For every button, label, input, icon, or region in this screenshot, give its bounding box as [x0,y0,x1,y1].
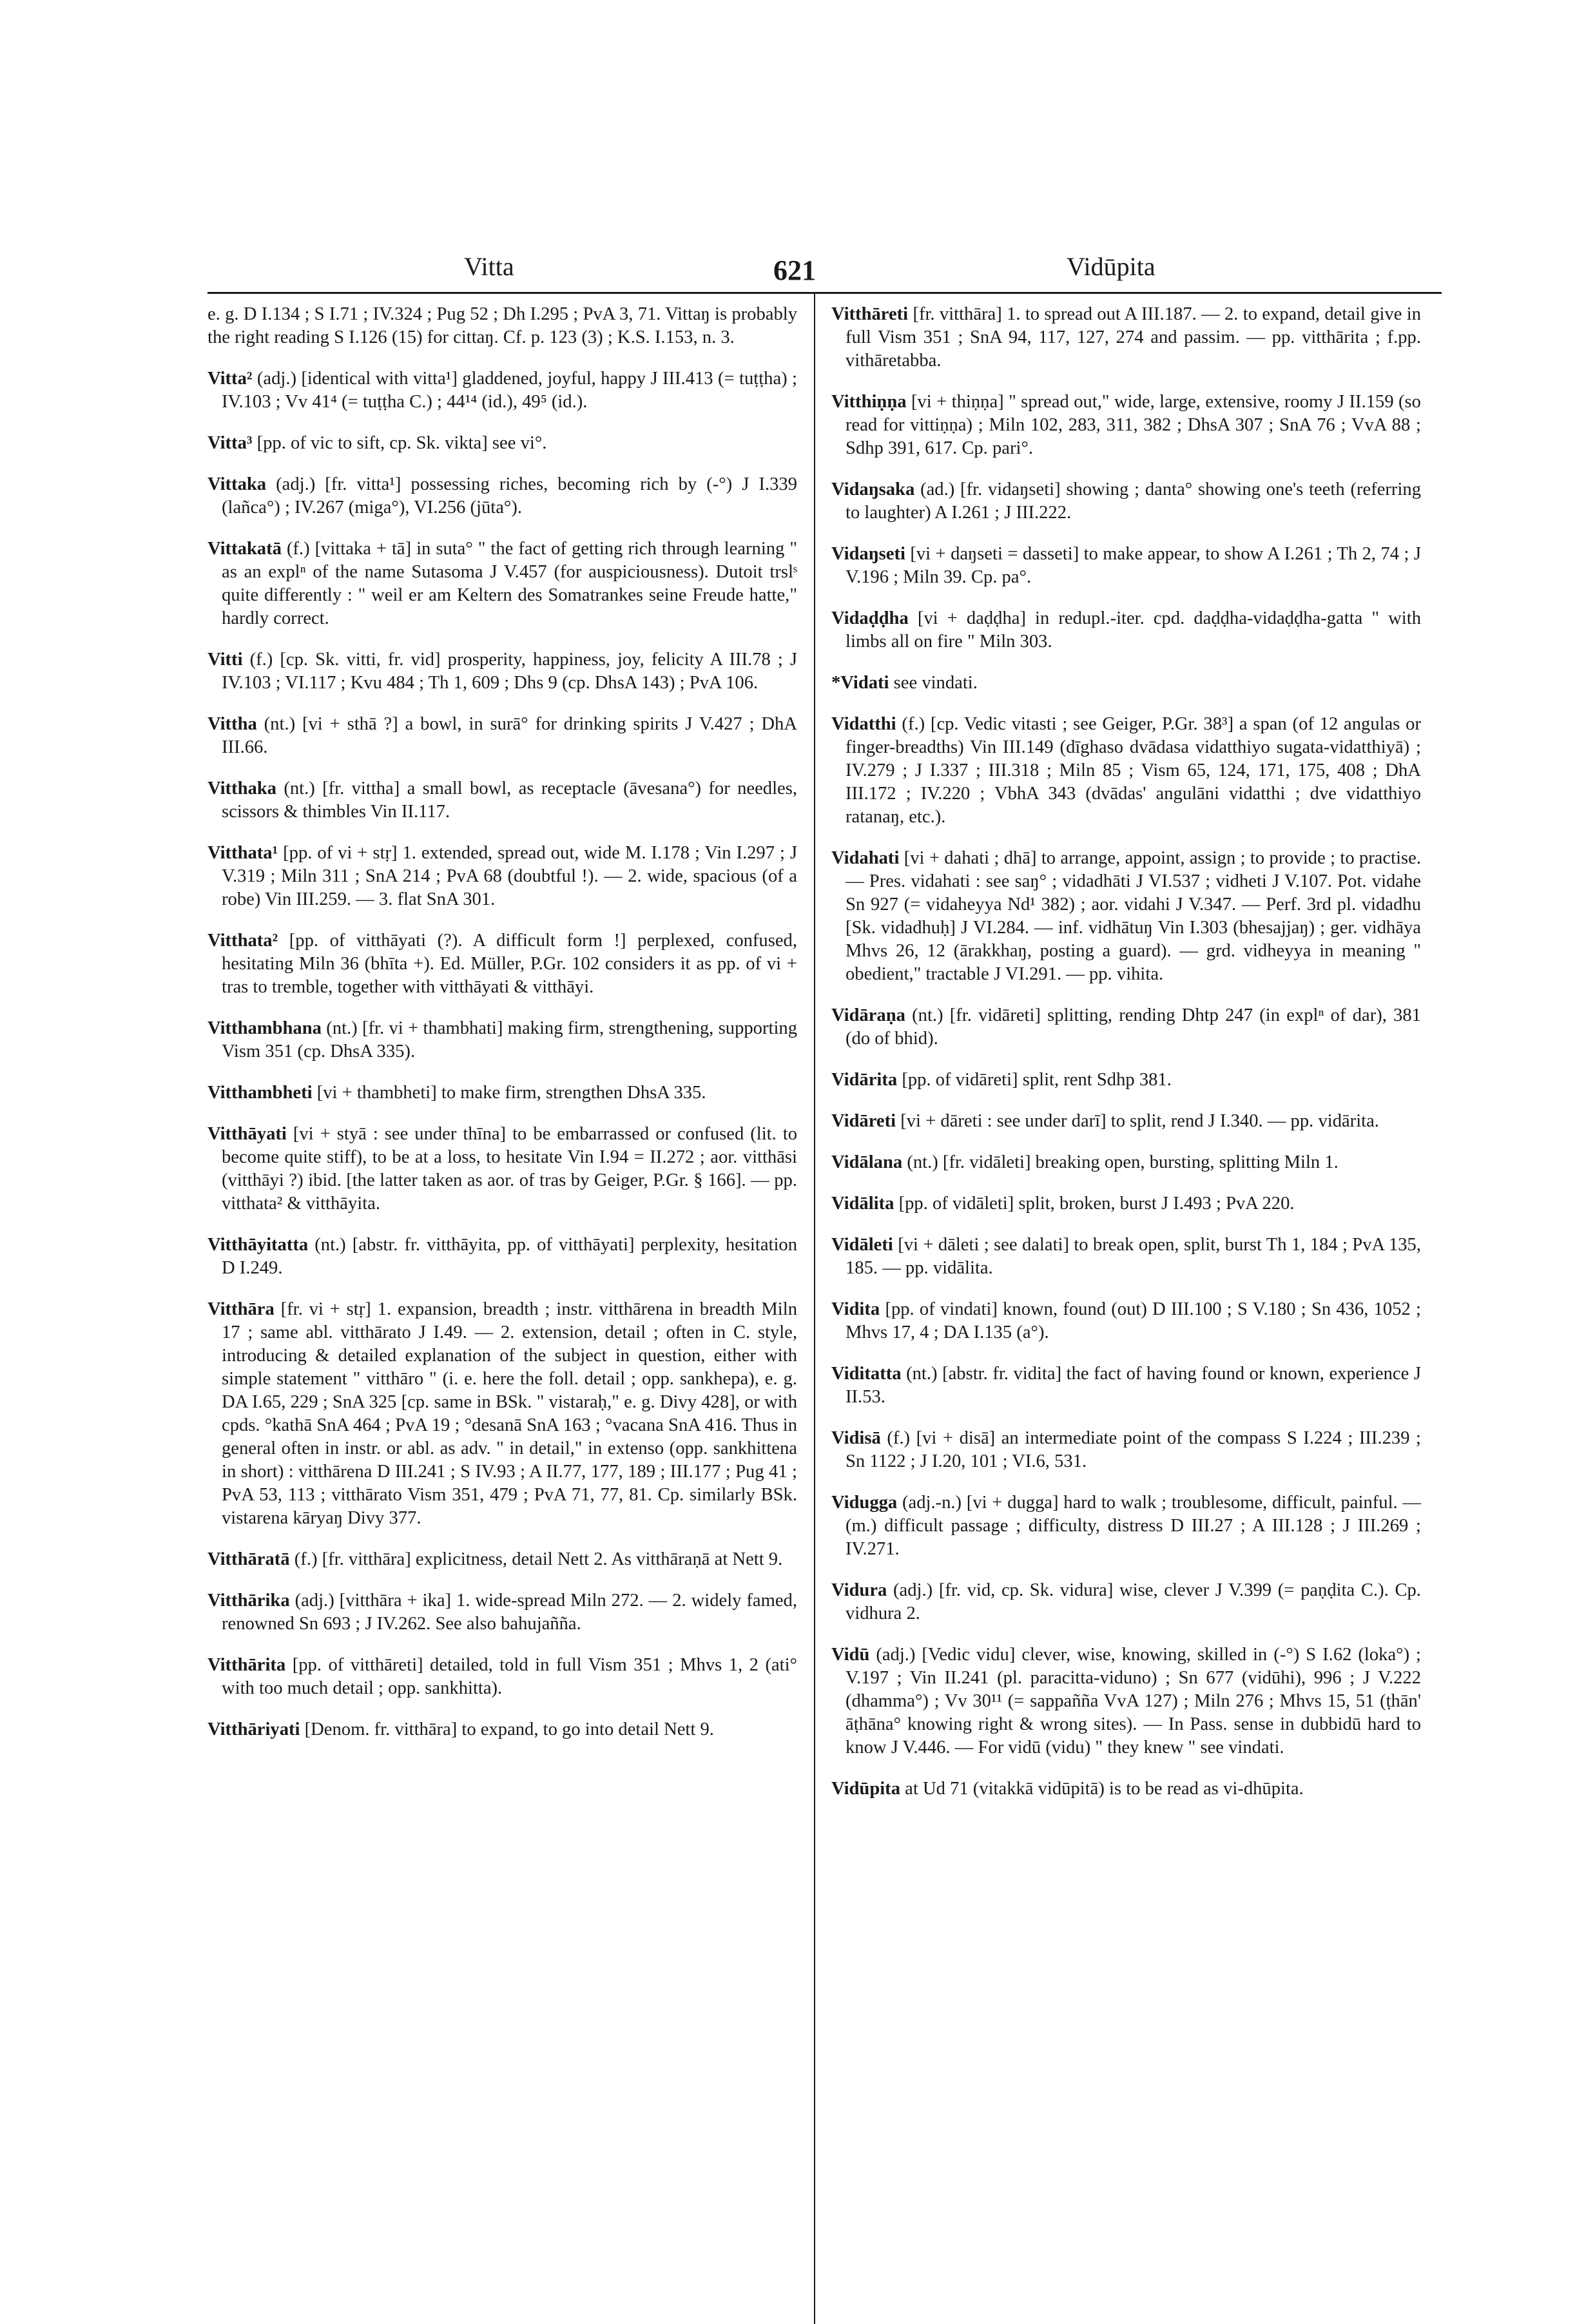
entry-headword: Vitti [208,650,243,670]
header-rule [208,292,1442,294]
entry-definition: (nt.) [fr. vidāreti] splitting, rending Dhtp 247 (in explⁿ of dar), 381 (do of bhid). [846,1005,1421,1049]
entry-headword: Vidahati [831,848,900,868]
dictionary-entry [831,1192,1421,1215]
dictionary-entry [831,391,1421,460]
entry-definition: [pp. of vidāleti] split, broken, burst J I.493 ; PvA 220. [898,1194,1295,1214]
entry-headword: Vittakatā [208,539,282,559]
entry-headword: Vitthārika [208,1591,290,1611]
dictionary-entry [208,1654,797,1700]
entry-definition: (adj.) [Vedic vidu] clever, wise, knowing, skilled in (-°) S I.62 (loka°) ; V.197 ; Vin II.241 (pl. paracitta-viduno) ; Sn 677 (vidūhi), 996 ; J V.222 (dhamma°) ; Vv 30¹¹ (= sappañña VvA 127) ; Miln 276 ; Mhvs 15, 51 (ṭhān' āṭhāna° knowing right & wrong sites). — In Pass. sense in dubbidū hard to know J V.446. — For vidū (vidu) " they knew " see vindati. [846,1645,1422,1758]
entry-definition: [pp. of vitthāyati (?). A difficult form !] perplexed, confused, hesitating Miln 36 (bhīta +). Ed. Müller, P.Gr. 102 considers it as pp. of vi + tras to tremble, together with vitthāyati & vitthāyi. [222,931,797,997]
entry-headword: Vittha [208,714,257,734]
entry-definition: (adj.) [identical with vitta¹] gladdened, joyful, happy J III.413 (= tuṭṭha) ; IV.103 ; Vv 41⁴ (= tuṭṭha C.) ; 44¹⁴ (id.), 49⁵ (id.). [222,369,797,412]
dictionary-entry [831,1151,1421,1174]
entry-definition: see vindati. [893,673,978,693]
entry-headword: Vitthata² [208,931,278,951]
entry-definition: [fr. vitthāra] 1. to spread out A III.187. — 2. to expand, detail give in full Vism 351 ; SnA 94, 117, 127, 274 and passim. — pp. vitthārita ; f.pp. vithāretabba. [846,304,1421,371]
dictionary-entry [831,1427,1421,1473]
entry-definition: (adj.-n.) [vi + dugga] hard to walk ; troublesome, difficult, painful. — (m.) difficult passage ; difficulty, distress D III.27 ; A III.128 ; J III.269 ; IV.271. [846,1493,1422,1559]
entry-definition: (adj.) [fr. vitta¹] possessing riches, becoming rich by (-°) J I.339 (lañca°) ; IV.267 (miga°), VI.256 (jūta°). [222,474,797,518]
entry-headword: Vitthata¹ [208,843,278,863]
dictionary-entry [208,1081,797,1105]
entry-definition: [vi + daḍḍha] in redupl.-iter. cpd. daḍḍha-vidaḍḍha-gatta " with limbs all on fire " Miln 303. [846,608,1421,652]
entry-headword: Vitta³ [208,433,253,453]
dictionary-entry [208,1017,797,1063]
dictionary-entry [208,648,797,695]
dictionary-entry [831,1579,1421,1625]
entry-headword: Vidū [831,1645,870,1665]
left-running-headword: Vitta [464,252,514,281]
entry-headword: Vidūpita [831,1779,901,1799]
entry-headword: Vidaŋseti [831,544,905,564]
entry-definition: [vi + dāleti ; see dalati] to break open, split, burst Th 1, 184 ; PvA 135, 185. — pp. vidālita. [846,1235,1421,1278]
dictionary-entry [208,1234,797,1280]
entry-headword: Vidatthi [831,714,896,734]
entry-headword: Vitthāratā [208,1549,290,1569]
entry-definition: (f.) [cp. Vedic vitasti ; see Geiger, P.Gr. 38³] a span (of 12 angulas or finger-breadths) Vin III.149 (dīghaso dvādasa vidatthiyo sugata-vidatthiyā) ; IV.279 ; J I.337 ; III.318 ; Miln 85 ; Vism 65, 124, 171, 175, 408 ; DhA III.172 ; IV.220 ; VbhA 343 (dvādas' angulāni vidatthi ; dve vidatthiyo ratanaŋ, etc.). [846,714,1421,827]
dictionary-entry [831,607,1421,654]
entry-definition: (adj.) [vitthāra + ika] 1. wide-spread Miln 272. — 2. widely famed, renowned Sn 693 ; J IV.262. See also bahujañña. [222,1591,797,1634]
entry-headword: Vitthambhana [208,1018,322,1038]
entry-definition: e. g. D I.134 ; S I.71 ; IV.324 ; Pug 52 ; Dh I.295 ; PvA 3, 71. Vittaŋ is probably the right reading S I.126 (15) for cittaŋ. Cf. p. 123 (3) ; K.S. I.153, n. 3. [208,304,797,347]
right-column [831,303,1421,1819]
entry-definition: (nt.) [fr. vidāleti] breaking open, bursting, splitting Miln 1. [907,1152,1339,1172]
entry-headword: *Vidati [831,673,889,693]
entry-definition: (f.) [fr. vitthāra] explicitness, detail Nett 2. As vitthāraṇā at Nett 9. [294,1549,783,1569]
entry-headword: Vitthāreti [831,304,909,324]
dictionary-entry [208,473,797,519]
dictionary-entry [208,432,797,455]
entry-definition: [vi + thambheti] to make firm, strengthen DhsA 335. [316,1083,706,1103]
entry-definition: [pp. of vi + stṛ] 1. extended, spread out, wide M. I.178 ; Vin I.297 ; J V.319 ; Miln 311 ; SnA 214 ; PvA 68 (doubtful !). — 2. wide, spacious (of a robe) Vin III.259. — 3. flat SnA 301. [222,843,797,909]
entry-headword: Vitthāyati [208,1124,287,1144]
entry-definition: [pp. of vic to sift, cp. Sk. vikta] see vi°. [256,433,547,453]
dictionary-entry [831,1298,1421,1344]
dictionary-entry [831,847,1421,986]
entry-headword: Vidāreti [831,1111,896,1131]
entry-definition: [vi + dahati ; dhā] to arrange, appoint, assign ; to provide ; to practise. — Pres. vidahati : see saŋ° ; vidadhāti J VI.537 ; vidheti J V.107. Pot. vidahe Sn 927 (= vidaheyya Nd¹ 382) ; aor. vidahi J V.347. — Perf. 3rd pl. vidadhu [Sk. vidadhuḥ] J VI.284. — inf. vidhātuŋ Vin I.303 (bhesajjaŋ) ; ger. vidhāya Mhvs 26, 12 (ārakkhaŋ, posting a guard). — grd. vidheyya in meaning " obedient," tractable J VI.291. — pp. vihita. [846,848,1421,984]
left-column [208,303,797,1759]
entry-definition: (f.) [vittaka + tā] in suta° " the fact of getting rich through learning " as an explⁿ of the name Sutasoma J V.457 (for auspiciousness). Dutoit trslˢ quite differently : " weil er am Keltern des Somatrankes seine Freude hatte," hardly correct. [222,539,798,628]
entry-headword: Vitthāra [208,1299,275,1319]
dictionary-entry [208,713,797,759]
dictionary-entry [831,478,1421,525]
dictionary-entry [208,777,797,824]
dictionary-entry [831,1777,1421,1801]
entry-definition: (f.) [cp. Sk. vitti, fr. vid] prosperity, happiness, joy, felicity A III.78 ; J IV.103 ; VI.117 ; Kvu 484 ; Th 1, 609 ; Dhs 9 (cp. DhsA 143) ; PvA 106. [222,650,797,693]
dictionary-entry [208,1123,797,1215]
entry-headword: Vidaŋsaka [831,479,915,499]
entry-definition: (f.) [vi + disā] an intermediate point of the compass S I.224 ; III.239 ; Sn 1122 ; J I.20, 101 ; VI.6, 531. [846,1428,1421,1471]
dictionary-entry [208,1718,797,1741]
entry-definition: (nt.) [abstr. fr. vidita] the fact of having found or known, experience J II.53. [846,1364,1421,1407]
dictionary-entry [831,1491,1421,1561]
entry-definition: [pp. of vidāreti] split, rent Sdhp 381. [902,1070,1172,1090]
dictionary-entry [831,713,1421,829]
entry-definition: [vi + daŋseti = dasseti] to make appear, to show A I.261 ; Th 2, 74 ; J V.196 ; Miln 39. Cp. pa°. [846,544,1421,587]
entry-headword: Vidugga [831,1493,898,1513]
entry-headword: Vitthambheti [208,1083,313,1103]
dictionary-entry [208,842,797,911]
entry-definition: [pp. of vitthāreti] detailed, told in full Vism 351 ; Mhvs 1, 2 (ati° with too much detail ; opp. sankhitta). [222,1655,797,1698]
running-header [206,251,1444,290]
entry-headword: Vitthiṇṇa [831,392,907,412]
entry-headword: Vidālana [831,1152,903,1172]
dictionary-entry [831,1110,1421,1133]
entry-definition: (adj.) [fr. vid, cp. Sk. vidura] wise, clever J V.399 (= paṇḍita C.). Cp. vidhura 2. [846,1580,1421,1623]
entry-headword: Vitthāyitatta [208,1235,309,1255]
dictionary-entry [831,1069,1421,1092]
entry-definition: (nt.) [fr. vi + thambhati] making firm, strengthening, supporting Vism 351 (cp. DhsA 335). [222,1018,797,1061]
right-running-headword: Vidūpita [1067,252,1155,281]
entry-headword: Vitthāriyati [208,1719,300,1739]
dictionary-entry [831,1234,1421,1280]
entry-headword: Viditatta [831,1364,902,1384]
dictionary-entry [208,929,797,999]
dictionary-entry [208,1548,797,1571]
entry-definition: (ad.) [fr. vidaŋseti] showing ; danta° showing one's teeth (referring to laughter) A I.261 ; J III.222. [846,479,1421,523]
entry-headword: Vitthārita [208,1655,286,1675]
page-number: 621 [773,255,816,286]
entry-definition: [pp. of vindati] known, found (out) D III.100 ; S V.180 ; Sn 436, 1052 ; Mhvs 17, 4 ; DA I.135 (a°). [846,1299,1421,1342]
dictionary-entry [831,543,1421,589]
dictionary-entry [208,537,797,630]
dictionary-entry [208,303,797,349]
entry-definition: (nt.) [abstr. fr. vitthāyita, pp. of vitthāyati] perplexity, hesitation D I.249. [222,1235,797,1278]
dictionary-entry [831,1362,1421,1409]
entry-headword: Vidāleti [831,1235,893,1255]
entry-headword: Vidāraṇa [831,1005,905,1025]
entry-definition: [vi + thiṇṇa] " spread out," wide, large, extensive, roomy J II.159 (so read for vittiṇṇa) ; Miln 102, 283, 311, 382 ; DhsA 307 ; SnA 76 ; VvA 88 ; Sdhp 391, 617. Cp. pari°. [846,392,1421,458]
dictionary-entry [208,1298,797,1530]
dictionary-entry [831,303,1421,373]
entry-definition: [fr. vi + stṛ] 1. expansion, breadth ; instr. vitthārena in breadth Miln 17 ; same abl. vitthārato J I.49. — 2. extension, detail ; often in C. style, introducing & detailed explanation of the subject in question, either with simple statement " vitthāro " (i. e. here the foll. detail ; opp. sankhepa), e. g. DA I.65, 229 ; SnA 325 [cp. same in BSk. " vistaraḥ," e. g. Divy 428], or with cpds. °kathā SnA 464 ; PvA 19 ; °desanā SnA 163 ; °vacana SnA 416. Thus in general often in instr. or abl. as adv. " in detail," in extenso (opp. sankhittena in short) : vitthārena D III.241 ; S IV.93 ; A II.77, 177, 189 ; III.177 ; Pug 41 ; PvA 53, 113 ; vitthārato Vism 351, 479 ; PvA 71, 77, 81. Cp. similarly BSk. vistarena kāryaŋ Divy 377. [222,1299,797,1528]
entry-headword: Vitta² [208,369,253,389]
column-separator [814,294,815,2324]
dictionary-entry [831,1643,1421,1759]
entry-headword: Vidaḍḍha [831,608,909,628]
dictionary-entry [831,672,1421,695]
entry-definition: [Denom. fr. vitthāra] to expand, to go into detail Nett 9. [304,1719,714,1739]
entry-definition: (nt.) [vi + sthā ?] a bowl, in surā° for drinking spirits J V.427 ; DhA III.66. [222,714,797,757]
entry-definition: (nt.) [fr. vittha] a small bowl, as receptacle (āvesana°) for needles, scissors & thimbles Vin II.117. [222,779,797,822]
dictionary-entry [208,367,797,414]
entry-headword: Vidālita [831,1194,894,1214]
entry-headword: Vittaka [208,474,267,494]
entry-headword: Vidita [831,1299,880,1319]
entry-definition: [vi + styā : see under thīna] to be embarrassed or confused (lit. to become quite stiff), to be at a loss, to hesitate Vin I.94 = II.272 ; aor. vitthāsi (vitthāyi ?) ibid. [the latter taken as aor. of tras by Geiger, P.Gr. § 166]. — pp. vitthata² & vitthāyita. [222,1124,798,1214]
entry-headword: Vidura [831,1580,887,1600]
entry-headword: Vidārita [831,1070,898,1090]
dictionary-entry [208,1589,797,1636]
entry-definition: [vi + dāreti : see under darī] to split, rend J I.340. — pp. vidārita. [900,1111,1379,1131]
entry-headword: Vitthaka [208,779,276,799]
dictionary-entry [831,1004,1421,1051]
entry-headword: Vidisā [831,1428,881,1448]
entry-definition: at Ud 71 (vitakkā vidūpitā) is to be read as vi-dhūpita. [905,1779,1304,1799]
